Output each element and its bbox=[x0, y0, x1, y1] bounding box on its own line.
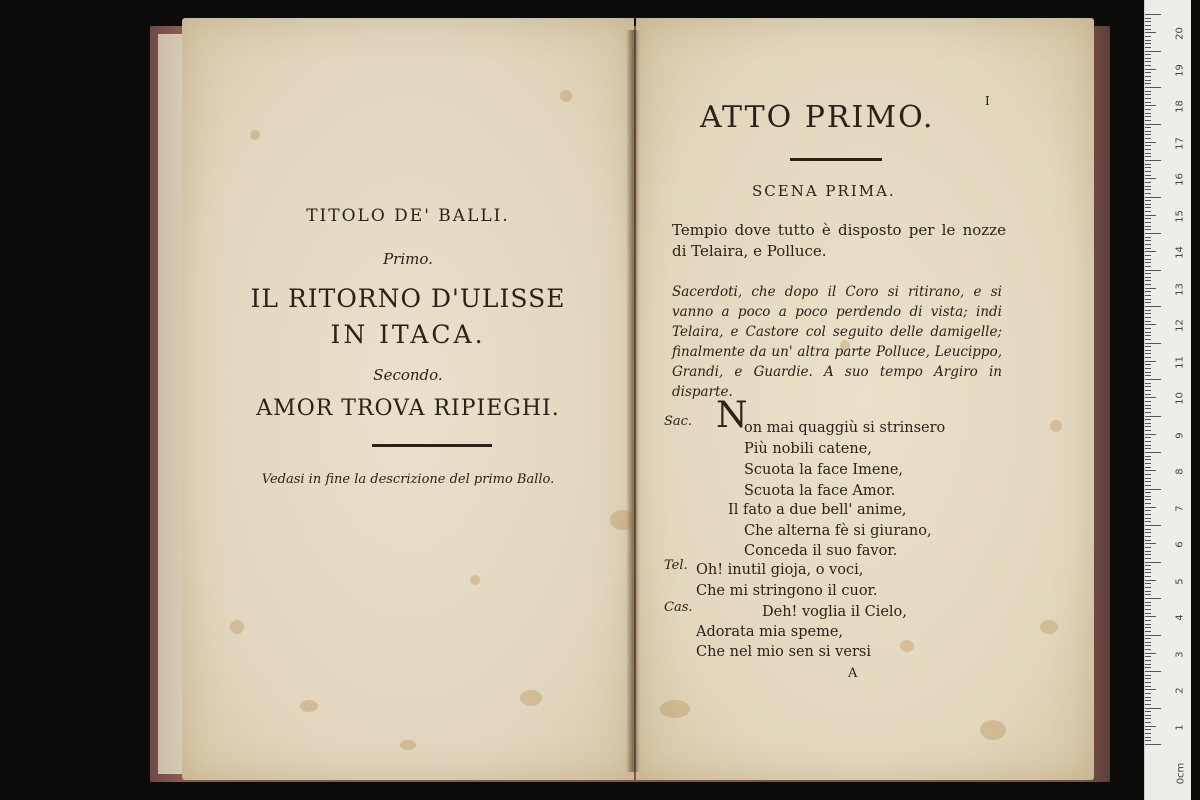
ruler-tick bbox=[1145, 405, 1151, 406]
ruler-tick bbox=[1145, 233, 1161, 234]
ruler-number: 14 bbox=[1174, 246, 1186, 259]
ruler-tick bbox=[1145, 222, 1151, 223]
ruler-tick bbox=[1145, 61, 1151, 62]
ruler-tick bbox=[1145, 32, 1156, 33]
ruler-tick bbox=[1145, 729, 1151, 730]
right-divider-rule bbox=[790, 158, 882, 161]
ruler-tick bbox=[1145, 536, 1151, 537]
ruler-tick bbox=[1145, 711, 1151, 712]
ruler-tick bbox=[1145, 678, 1151, 679]
ruler-tick bbox=[1145, 430, 1151, 431]
ruler-tick bbox=[1145, 521, 1151, 522]
ruler-tick bbox=[1145, 138, 1151, 139]
ruler-tick bbox=[1145, 708, 1161, 709]
ruler-tick bbox=[1145, 94, 1151, 95]
ruler-tick bbox=[1145, 481, 1151, 482]
ruler-tick bbox=[1145, 379, 1161, 380]
verse-line: Scuota la face Imene, bbox=[744, 462, 904, 478]
ruler-tick bbox=[1145, 649, 1151, 650]
ruler-tick bbox=[1145, 124, 1161, 125]
ruler-tick bbox=[1145, 383, 1151, 384]
ruler-unit-label: 0cm bbox=[1175, 762, 1187, 785]
ruler-tick bbox=[1145, 204, 1151, 205]
ballo-secondo-title: AMOR TROVA RIPIEGHI. bbox=[256, 396, 560, 421]
ruler-tick bbox=[1145, 697, 1151, 698]
ruler-tick bbox=[1145, 507, 1156, 508]
ruler-tick bbox=[1145, 434, 1156, 435]
ruler-tick bbox=[1145, 36, 1151, 37]
ruler-tick bbox=[1145, 339, 1151, 340]
ruler-tick bbox=[1145, 722, 1151, 723]
verse-line: Il fato a due bell' anime, bbox=[728, 502, 907, 518]
ruler-tick bbox=[1145, 474, 1151, 475]
ruler-tick bbox=[1145, 547, 1151, 548]
verse-line: Più nobili catene, bbox=[744, 441, 872, 457]
ruler-tick bbox=[1145, 448, 1151, 449]
ruler-tick bbox=[1145, 149, 1151, 150]
ruler-number: 8 bbox=[1174, 468, 1186, 475]
ruler-number: 13 bbox=[1174, 282, 1186, 296]
ruler-tick bbox=[1145, 613, 1151, 614]
ballo-primo-title-line1: IL RITORNO D'ULISSE bbox=[250, 284, 566, 313]
speaker-label: Cas. bbox=[664, 600, 693, 615]
ruler-tick bbox=[1145, 485, 1151, 486]
ruler-tick bbox=[1145, 251, 1156, 252]
ruler-tick bbox=[1145, 76, 1151, 77]
ruler-tick bbox=[1145, 551, 1151, 552]
ruler-tick bbox=[1145, 134, 1151, 135]
ruler-tick bbox=[1145, 91, 1151, 92]
ruler-tick bbox=[1145, 328, 1151, 329]
ruler-tick bbox=[1145, 554, 1151, 555]
ruler-tick bbox=[1145, 186, 1151, 187]
ruler-tick bbox=[1145, 445, 1151, 446]
ruler-tick bbox=[1145, 266, 1151, 267]
ruler-tick bbox=[1145, 686, 1151, 687]
ruler-tick bbox=[1145, 715, 1151, 716]
ruler-tick bbox=[1145, 361, 1156, 362]
ruler-number: 15 bbox=[1174, 209, 1186, 223]
ruler-tick bbox=[1145, 514, 1151, 515]
ruler-tick bbox=[1145, 69, 1156, 70]
verse-line: Conceda il suo favor. bbox=[744, 543, 898, 559]
ruler-tick bbox=[1145, 215, 1156, 216]
ruler-tick bbox=[1145, 569, 1151, 570]
ruler-tick bbox=[1145, 543, 1156, 544]
ruler-tick bbox=[1145, 237, 1151, 238]
ruler-tick bbox=[1145, 54, 1151, 55]
ballo-primo-title-line2: IN ITACA. bbox=[330, 320, 486, 349]
ruler-tick bbox=[1145, 324, 1156, 325]
ruler-tick bbox=[1145, 51, 1161, 52]
ruler-number: 17 bbox=[1174, 136, 1186, 150]
ruler-tick bbox=[1145, 437, 1151, 438]
ruler-tick bbox=[1145, 580, 1156, 581]
ruler-tick bbox=[1145, 562, 1161, 563]
ruler-number: 9 bbox=[1174, 431, 1186, 439]
stage-direction: Sacerdoti, che dopo il Coro si ritirano, e si vanno a poco a poco perdendo di vista; indi Telaira, e Castore col seguito delle damigelle; finalmente da un' altra parte Polluce, Leucippo, Grandi, e Guardie. A suo tempo Argiro in disparte. bbox=[672, 284, 1002, 400]
ruler-number: 6 bbox=[1174, 541, 1186, 548]
ruler-tick bbox=[1145, 43, 1151, 44]
ruler-tick bbox=[1145, 675, 1151, 676]
ruler-tick bbox=[1145, 244, 1151, 245]
vedasi-note: Vedasi in fine la descrizione del primo Ballo. bbox=[261, 472, 555, 487]
ruler-tick bbox=[1145, 226, 1151, 227]
ruler-tick bbox=[1145, 310, 1151, 311]
ruler-number: 2 bbox=[1174, 687, 1186, 694]
ruler-tick bbox=[1145, 671, 1161, 672]
ruler-tick bbox=[1145, 171, 1151, 172]
ruler-tick bbox=[1145, 540, 1151, 541]
ruler-tick bbox=[1145, 682, 1151, 683]
ruler-tick bbox=[1145, 489, 1161, 490]
ruler-tick bbox=[1145, 525, 1161, 526]
ruler-tick bbox=[1145, 98, 1151, 99]
verse-line: Che nel mio sen si versi bbox=[696, 644, 871, 660]
signature-mark: A bbox=[848, 666, 858, 681]
ruler-tick bbox=[1145, 280, 1151, 281]
ruler-tick bbox=[1145, 375, 1151, 376]
ruler-tick bbox=[1145, 726, 1156, 727]
ruler-tick bbox=[1145, 105, 1156, 106]
ruler-tick bbox=[1145, 733, 1151, 734]
ruler-tick bbox=[1145, 182, 1151, 183]
ruler-tick bbox=[1145, 492, 1151, 493]
ruler-tick bbox=[1145, 499, 1151, 500]
verse-line: Oh! inutil gioja, o voci, bbox=[696, 562, 864, 578]
ruler-tick bbox=[1145, 467, 1151, 468]
ruler-tick bbox=[1145, 284, 1151, 285]
ruler-tick bbox=[1145, 288, 1156, 289]
verse-line: Scuota la face Amor. bbox=[744, 483, 896, 499]
left-divider-rule bbox=[372, 444, 492, 447]
ruler-tick bbox=[1145, 616, 1156, 617]
verse-line: Deh! voglia il Cielo, bbox=[762, 604, 907, 620]
ruler-tick bbox=[1145, 175, 1151, 176]
ruler-tick bbox=[1145, 689, 1156, 690]
ruler-tick bbox=[1145, 346, 1151, 347]
primo-label: Primo. bbox=[383, 250, 433, 268]
ruler-tick bbox=[1145, 277, 1151, 278]
ruler-tick bbox=[1145, 602, 1151, 603]
ruler-tick bbox=[1145, 412, 1151, 413]
ruler-tick bbox=[1145, 459, 1151, 460]
ruler-tick bbox=[1145, 29, 1151, 30]
ruler-tick bbox=[1145, 255, 1151, 256]
ruler-tick bbox=[1145, 142, 1156, 143]
measuring-ruler bbox=[1144, 0, 1191, 800]
ruler-tick bbox=[1145, 631, 1151, 632]
ruler-tick bbox=[1145, 313, 1151, 314]
ruler-tick bbox=[1145, 441, 1151, 442]
ruler-tick bbox=[1145, 693, 1151, 694]
ruler-tick bbox=[1145, 591, 1151, 592]
ruler-number: 12 bbox=[1174, 319, 1186, 332]
balli-heading: TITOLO DE' BALLI. bbox=[306, 206, 510, 226]
ruler-number: 18 bbox=[1174, 100, 1186, 113]
speaker-label: Sac. bbox=[664, 414, 693, 429]
ruler-tick bbox=[1145, 197, 1161, 198]
ruler-number: 20 bbox=[1174, 27, 1186, 40]
ruler-tick bbox=[1145, 408, 1151, 409]
ruler-tick bbox=[1145, 587, 1151, 588]
ruler-tick bbox=[1145, 273, 1151, 274]
ruler-tick bbox=[1145, 463, 1151, 464]
ruler-tick bbox=[1145, 306, 1161, 307]
ruler-number: 3 bbox=[1174, 650, 1186, 658]
ruler-tick bbox=[1145, 21, 1151, 22]
ruler-tick bbox=[1145, 496, 1151, 497]
ruler-tick bbox=[1145, 605, 1151, 606]
ruler-tick bbox=[1145, 40, 1151, 41]
ruler-tick bbox=[1145, 718, 1151, 719]
ruler-number: 1 bbox=[1174, 723, 1186, 731]
ruler-tick bbox=[1145, 529, 1151, 530]
ruler-tick bbox=[1145, 113, 1151, 114]
ruler-number: 5 bbox=[1174, 577, 1186, 585]
ruler-tick bbox=[1145, 262, 1151, 263]
ruler-tick bbox=[1145, 642, 1151, 643]
ruler-tick bbox=[1145, 270, 1161, 271]
ruler-tick bbox=[1145, 667, 1151, 668]
ruler-tick bbox=[1145, 419, 1151, 420]
ruler-tick bbox=[1145, 291, 1151, 292]
ruler-tick bbox=[1145, 503, 1151, 504]
ruler-tick bbox=[1145, 558, 1151, 559]
ruler-tick bbox=[1145, 744, 1161, 745]
ruler-number: 19 bbox=[1174, 63, 1186, 77]
ruler-tick bbox=[1145, 470, 1156, 471]
ruler-tick bbox=[1145, 664, 1151, 665]
ruler-tick bbox=[1145, 72, 1151, 73]
ruler-tick bbox=[1145, 65, 1151, 66]
verse-line: Che alterna fè si giurano, bbox=[744, 523, 932, 539]
ruler-number: 11 bbox=[1174, 355, 1186, 369]
ruler-tick bbox=[1145, 364, 1151, 365]
page-number: I bbox=[985, 94, 990, 108]
speaker-label: Tel. bbox=[664, 558, 688, 573]
verse-line: Che mi stringono il cuor. bbox=[696, 583, 878, 599]
ruler-tick bbox=[1145, 627, 1151, 628]
ruler-tick bbox=[1145, 259, 1151, 260]
ruler-tick bbox=[1145, 740, 1151, 741]
ruler-tick bbox=[1145, 193, 1151, 194]
ruler-tick bbox=[1145, 353, 1151, 354]
verse-line: Adorata mia speme, bbox=[696, 624, 844, 640]
ruler-tick bbox=[1145, 127, 1151, 128]
ruler-tick bbox=[1145, 153, 1151, 154]
ruler-tick bbox=[1145, 25, 1151, 26]
ruler-tick bbox=[1145, 576, 1151, 577]
scene-setting: Tempio dove tutto è disposto per le nozze di Telaira, e Polluce. bbox=[672, 221, 1006, 260]
ruler-tick bbox=[1145, 390, 1151, 391]
ruler-tick bbox=[1145, 248, 1151, 249]
ruler-tick bbox=[1145, 594, 1151, 595]
ruler-tick bbox=[1145, 397, 1156, 398]
ruler-tick bbox=[1145, 80, 1151, 81]
ruler-tick bbox=[1145, 416, 1161, 417]
ruler-tick bbox=[1145, 200, 1151, 201]
ruler-tick bbox=[1145, 510, 1151, 511]
ruler-tick bbox=[1145, 598, 1161, 599]
ruler-tick bbox=[1145, 302, 1151, 303]
ruler-number: 16 bbox=[1174, 173, 1186, 186]
ruler-tick bbox=[1145, 18, 1151, 19]
ruler-tick bbox=[1145, 229, 1151, 230]
ruler-tick bbox=[1145, 58, 1151, 59]
ruler-tick bbox=[1145, 14, 1161, 15]
ruler-tick bbox=[1145, 109, 1151, 110]
ruler-tick bbox=[1145, 178, 1156, 179]
ruler-number: 10 bbox=[1174, 392, 1186, 405]
ruler-tick bbox=[1145, 372, 1151, 373]
ruler-number: 4 bbox=[1174, 614, 1186, 621]
ruler-tick bbox=[1145, 620, 1151, 621]
ruler-tick bbox=[1145, 645, 1151, 646]
ruler-tick bbox=[1145, 609, 1151, 610]
ruler-tick bbox=[1145, 426, 1151, 427]
ruler-tick bbox=[1145, 638, 1151, 639]
ruler-tick bbox=[1145, 87, 1161, 88]
ruler-tick bbox=[1145, 624, 1151, 625]
ruler-tick bbox=[1145, 565, 1151, 566]
ruler-tick bbox=[1145, 164, 1151, 165]
ruler-tick bbox=[1145, 357, 1151, 358]
drop-cap: N bbox=[716, 395, 748, 436]
ruler-tick bbox=[1145, 335, 1151, 336]
ruler-tick bbox=[1145, 47, 1151, 48]
ruler-tick bbox=[1145, 160, 1161, 161]
ruler-tick bbox=[1145, 653, 1156, 654]
scene-title: SCENA PRIMA. bbox=[752, 182, 896, 200]
ruler-tick bbox=[1145, 518, 1151, 519]
ruler-tick bbox=[1145, 656, 1151, 657]
ruler-tick bbox=[1145, 572, 1151, 573]
ruler-tick bbox=[1145, 452, 1161, 453]
ruler-number: 7 bbox=[1174, 504, 1186, 512]
secondo-label: Secondo. bbox=[373, 366, 443, 384]
ruler-tick bbox=[1145, 332, 1151, 333]
ruler-tick bbox=[1145, 423, 1151, 424]
ruler-tick bbox=[1145, 211, 1151, 212]
ruler-tick bbox=[1145, 704, 1151, 705]
ruler-tick bbox=[1145, 295, 1151, 296]
ruler-tick bbox=[1145, 386, 1151, 387]
ruler-tick bbox=[1145, 343, 1161, 344]
ruler-tick bbox=[1145, 156, 1151, 157]
ruler-tick bbox=[1145, 321, 1151, 322]
ruler-tick bbox=[1145, 116, 1151, 117]
ruler-tick bbox=[1145, 532, 1151, 533]
ruler-tick bbox=[1145, 317, 1151, 318]
ruler-tick bbox=[1145, 120, 1151, 121]
ruler-tick bbox=[1145, 660, 1151, 661]
ruler-tick bbox=[1145, 83, 1151, 84]
ruler-tick bbox=[1145, 167, 1151, 168]
ruler-tick bbox=[1145, 299, 1151, 300]
ruler-tick bbox=[1145, 218, 1151, 219]
ruler-tick bbox=[1145, 207, 1151, 208]
ruler-tick bbox=[1145, 394, 1151, 395]
ruler-tick bbox=[1145, 131, 1151, 132]
ruler-tick bbox=[1145, 189, 1151, 190]
ruler-tick bbox=[1145, 456, 1151, 457]
verse-line: on mai quaggiù si strinsero bbox=[744, 420, 946, 436]
ruler-tick bbox=[1145, 401, 1151, 402]
ruler-tick bbox=[1145, 478, 1151, 479]
ruler-tick bbox=[1145, 368, 1151, 369]
ruler-tick bbox=[1145, 350, 1151, 351]
ruler-tick bbox=[1145, 635, 1161, 636]
act-title: ATTO PRIMO. bbox=[700, 100, 935, 135]
ruler-tick bbox=[1145, 145, 1151, 146]
ruler-tick bbox=[1145, 240, 1151, 241]
ruler-tick bbox=[1145, 700, 1151, 701]
ruler-tick bbox=[1145, 102, 1151, 103]
ruler-tick bbox=[1145, 737, 1151, 738]
ruler-tick bbox=[1145, 583, 1151, 584]
